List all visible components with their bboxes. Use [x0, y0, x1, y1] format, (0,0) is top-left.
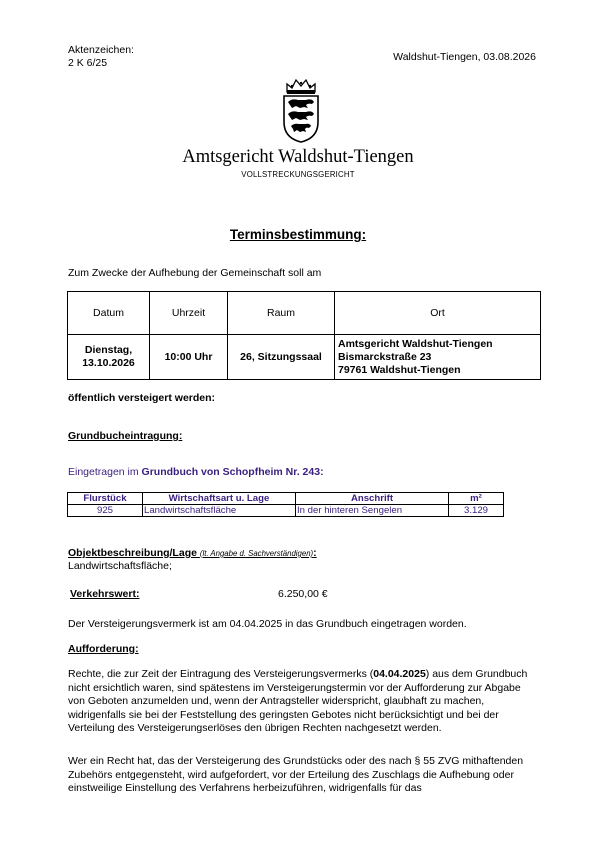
aufforderung-heading: Aufforderung: [68, 643, 139, 655]
cell-anschrift: In der hinteren Sengelen [296, 505, 449, 517]
court-department: VOLLSTRECKUNGSGERICHT [241, 170, 355, 179]
page-title: Terminsbestimmung: [229, 227, 367, 242]
court-name: Amtsgericht Waldshut-Tiengen [182, 147, 414, 167]
grundbuch-table [67, 492, 504, 517]
aktenzeichen-label: Aktenzeichen: [68, 44, 134, 56]
baden-wuerttemberg-coat-of-arms-icon [278, 76, 324, 144]
ort-line-2: Bismarckstraße 23 [338, 350, 432, 363]
termin-table-row [68, 335, 541, 380]
datum-weekday: Dienstag, [84, 344, 133, 356]
cell-raum: 26, Sitzungssaal [228, 335, 335, 380]
termin-table-header [68, 292, 541, 335]
header-uhrzeit: Uhrzeit [150, 292, 228, 335]
ort-line-3: 79761 Waldshut-Tiengen [338, 363, 461, 376]
cell-wirtschaftsart: Landwirtschaftsfläche [143, 505, 296, 517]
termin-table [67, 291, 541, 380]
aktenzeichen-value: 2 K 6/25 [68, 57, 108, 69]
objekt-title-colon: : [313, 547, 317, 559]
aufforderung-paragraph-1 [68, 668, 530, 736]
ort-line-1: Amtsgericht Waldshut-Tiengen [338, 337, 493, 350]
grundbuch-heading: Grundbucheintragung: [68, 430, 183, 442]
oeffentlich-text: öffentlich versteigert werden: [68, 392, 216, 404]
objekt-title-note: (lt. Angabe d. Sachverständigen) [199, 549, 314, 558]
place-date: Waldshut-Tiengen, 03.08.2026 [393, 51, 536, 63]
header-m2: m² [449, 493, 504, 505]
para1-part-b: ) aus dem Grundbuch nicht ersichtlich waren, sind spätestens im Versteigerungstermin vor der Aufforderung zur Abgabe von Geboten anzumelden und, wenn der Antragsteller widerspricht, glaubhaft zu machen, widrigenfalls sie bei der Feststellung des geringsten Gebotes nicht berücksichtigt und bei der Verteilung des Versteigerungserlöses den übrigen Rechten nachgesetzt werden. [68, 668, 528, 734]
aktenzeichen-block [68, 44, 134, 70]
para1-date: 04.04.2025 [373, 668, 426, 680]
objekt-value: Landwirtschaftsfläche; [68, 560, 172, 572]
grundbuch-table-header [68, 493, 504, 505]
cell-flurstueck: 925 [68, 505, 143, 517]
header-ort: Ort [335, 292, 541, 335]
intro-text: Zum Zwecke der Aufhebung der Gemeinschaft soll am [68, 267, 322, 279]
grundbuch-eingetragen [68, 466, 324, 479]
datum-date: 13.10.2026 [82, 357, 135, 369]
header-datum: Datum [68, 292, 150, 335]
grundbuch-table-row [68, 505, 504, 517]
cell-datum [68, 335, 150, 380]
header-anschrift: Anschrift [296, 493, 449, 505]
cell-ort [335, 335, 541, 380]
objekt-heading [68, 547, 317, 560]
versteigerungsvermerk-text: Der Versteigerungsvermerk ist am 04.04.2025 in das Grundbuch eingetragen worden. [68, 618, 467, 630]
objekt-title: Objektbeschreibung/Lage [68, 547, 197, 559]
cell-uhrzeit: 10:00 Uhr [150, 335, 228, 380]
eingetragen-grundbuch: Grundbuch von Schopfheim Nr. 243: [141, 466, 324, 478]
cell-m2: 3.129 [449, 505, 504, 517]
para1-part-a: Rechte, die zur Zeit der Eintragung des Versteigerungsvermerks ( [68, 668, 374, 680]
aufforderung-paragraph-2: Wer ein Recht hat, das der Versteigerung des Grundstücks oder des nach § 55 ZVG mithaftenden Zubehörs entgegensteht, wird aufgefordert, vor der Erteilung des Zuschlags die Aufhebung oder einstweilige Einstellung des Verfahrens herbeizuführen, widrigenfalls für das [68, 755, 524, 794]
verkehrswert-label: Verkehrswert: [70, 588, 140, 600]
header-wirtschaftsart: Wirtschaftsart u. Lage [143, 493, 296, 505]
header-flurstueck: Flurstück [68, 493, 143, 505]
header-raum: Raum [228, 292, 335, 335]
verkehrswert-value: 6.250,00 € [278, 588, 328, 600]
eingetragen-prefix: Eingetragen im [68, 466, 142, 478]
